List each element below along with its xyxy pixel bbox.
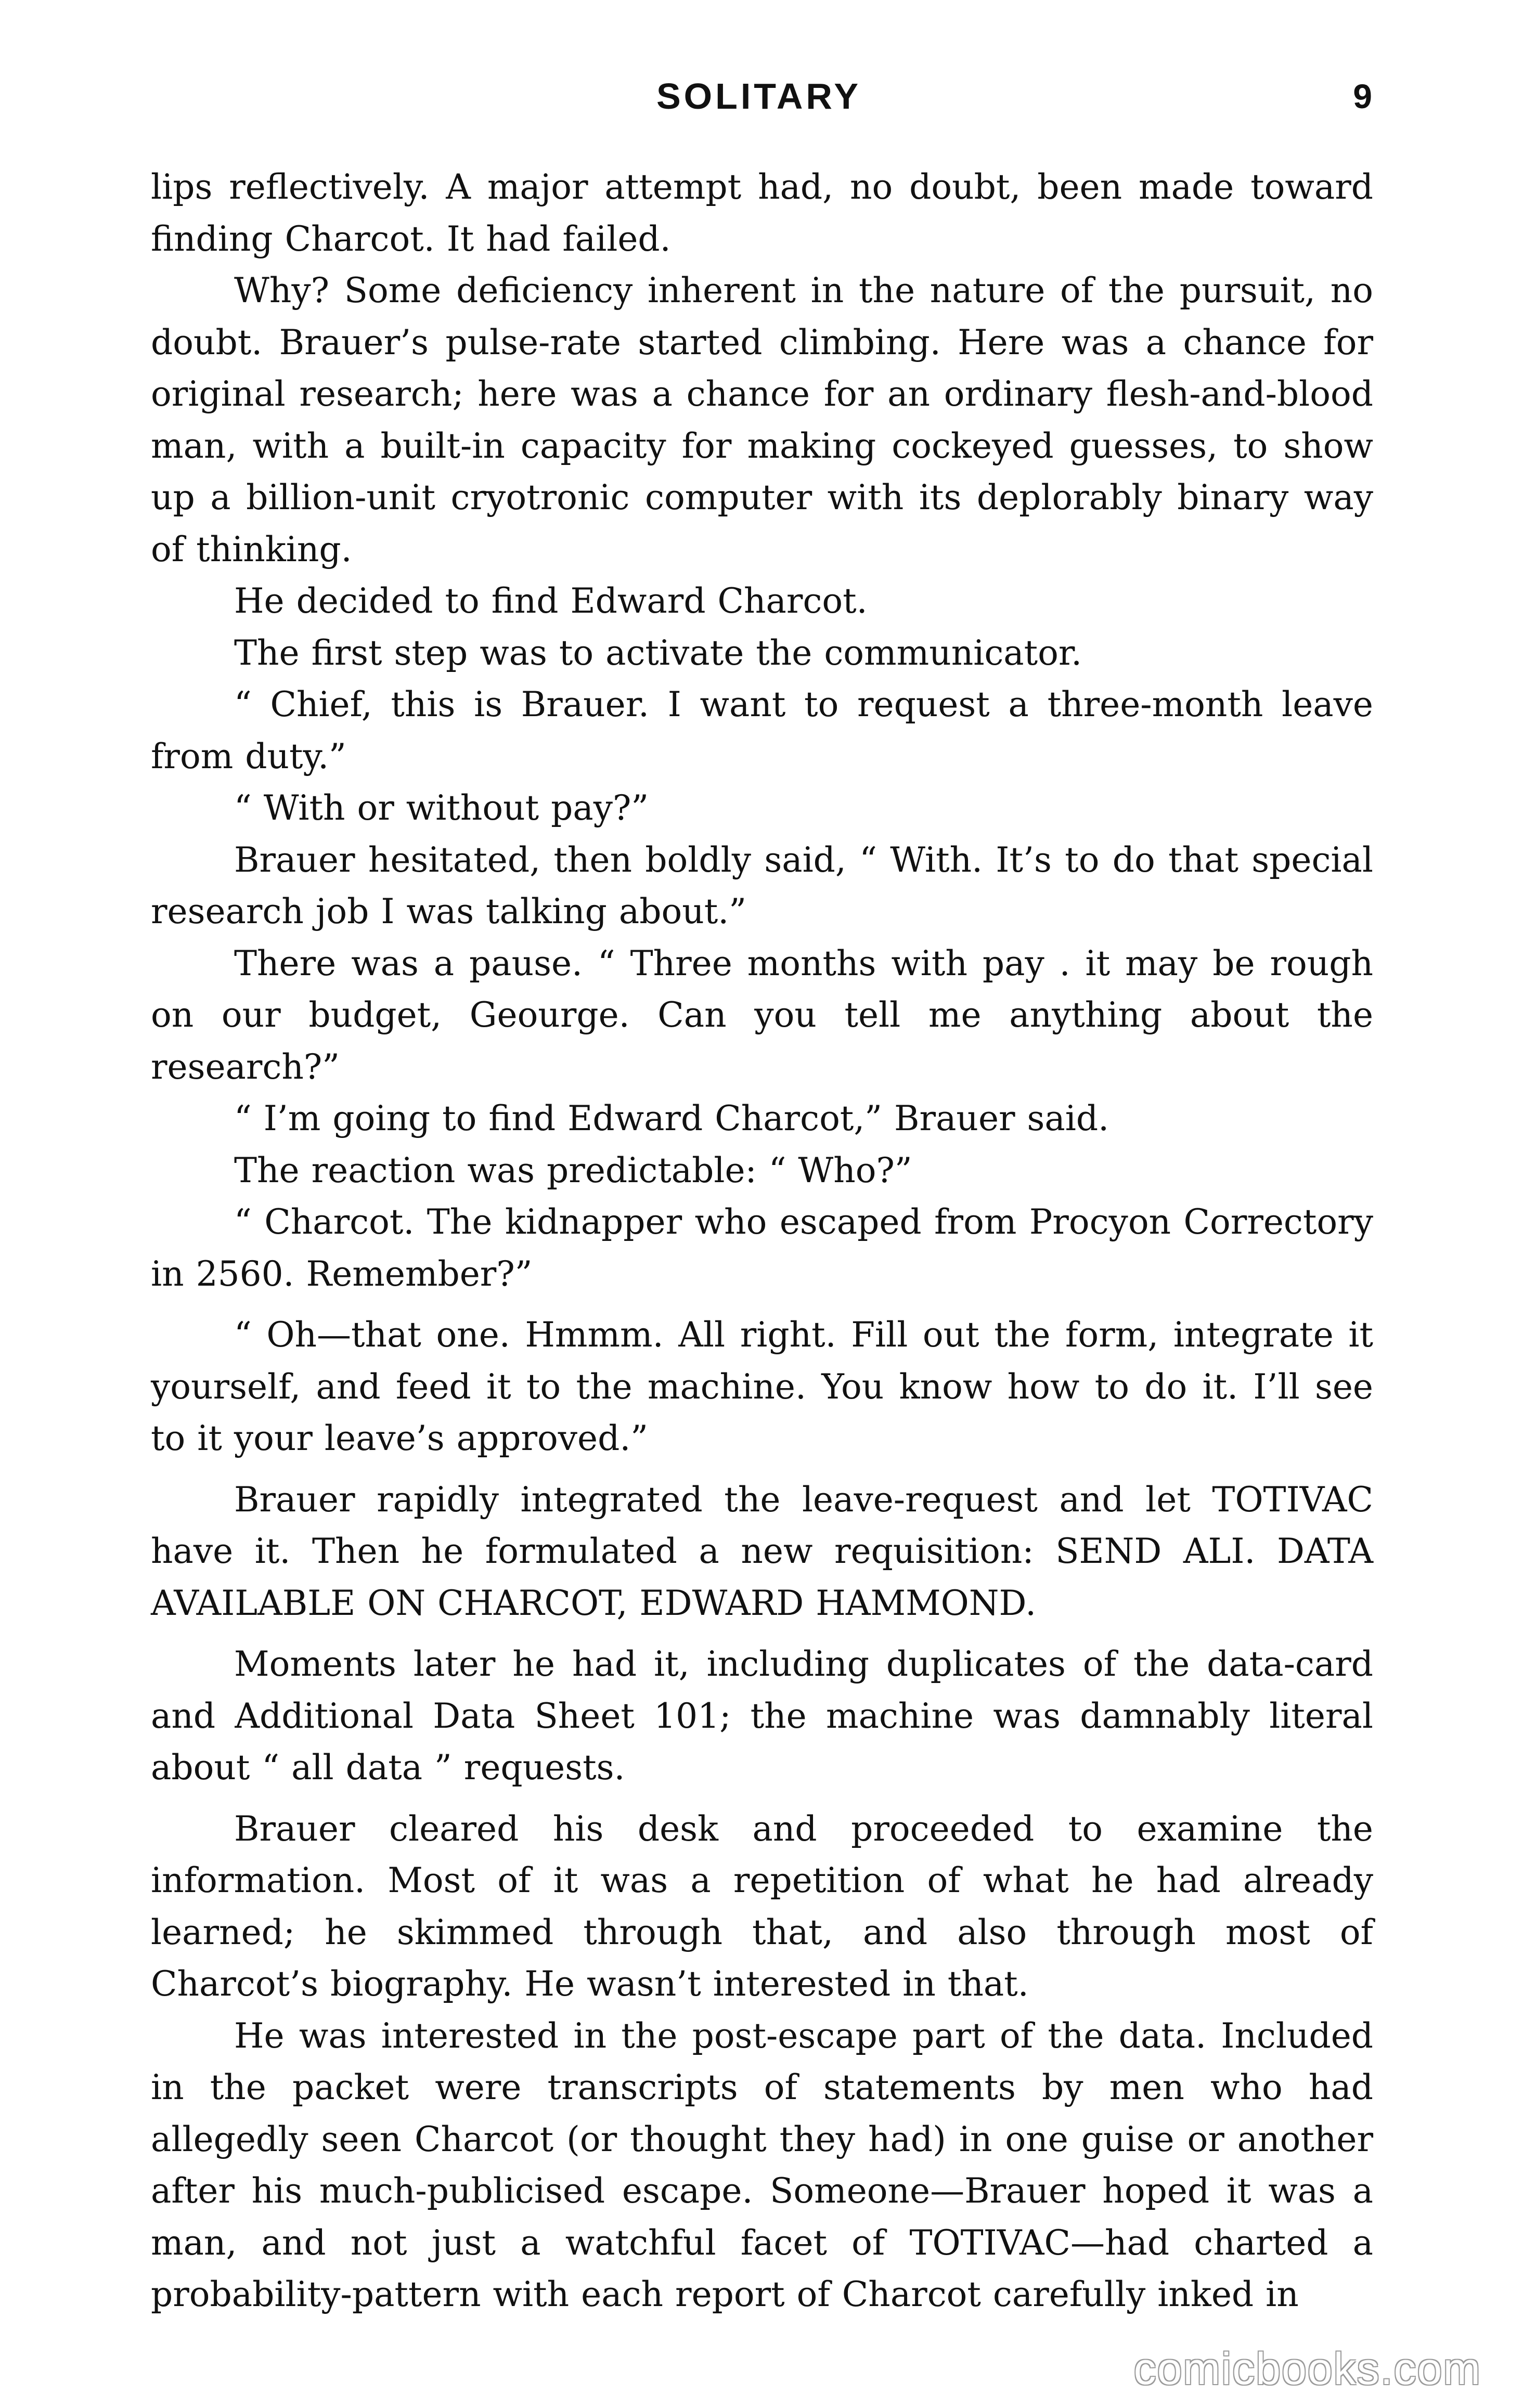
paragraph-6: “ With or without pay?”	[234, 788, 649, 828]
body-text	[151, 161, 1373, 2321]
paragraph-1: lips reflectively. A major attempt had, no doubt, been made toward finding Charcot. It had failed.	[151, 167, 1373, 259]
paragraph-14: Moments later he had it, including duplicates of the data-card and Additional Data Sheet 101; the machine was damnably literal about “ all data ” requests.	[151, 1644, 1373, 1788]
paragraph-7: Brauer hesitated, then boldly said, “ With. It’s to do that special research job I was talking about.”	[151, 839, 1373, 931]
paragraph-15: Brauer cleared his desk and proceeded to examine the information. Most of it was a repetition of what he had already learned; he skimmed through that, and also through most of Charcot’s biography. He wasn’t interested in that.	[151, 1808, 1373, 2004]
watermark-logo: comicbooks.com	[1133, 2344, 1481, 2394]
page-header	[146, 68, 1372, 125]
paragraph-12: “ Oh—that one. Hmmm. All right. Fill out the form, integrate it yourself, and feed it to the machine. You know how to do it. I’ll see to it your leave’s approved.”	[151, 1315, 1373, 1458]
paragraph-4: The first step was to activate the communicator.	[234, 632, 1082, 673]
running-head-title: SOLITARY	[656, 76, 862, 116]
paragraph-2: Why? Some deficiency inherent in the nature of the pursuit, no doubt. Brauer’s pulse-rate started climbing. Here was a chance for original research; here was a chance for an ordinary flesh-and-blood man, with a built-in capacity for making cockeyed guesses, to show up a billion-unit cryotronic computer with its deplorably binary way of thinking.	[151, 270, 1373, 569]
paragraph-8: There was a pause. “ Three months with pay . it may be rough on our budget, Geourge. Can you tell me anything about the research?”	[151, 943, 1373, 1087]
page-number: 9	[1353, 77, 1372, 115]
paragraph-5: “ Chief, this is Brauer. I want to request a three-month leave from duty.”	[151, 684, 1373, 776]
paragraph-9: “ I’m going to find Edward Charcot,” Brauer said.	[234, 1098, 1109, 1138]
paragraph-3: He decided to find Edward Charcot.	[234, 581, 868, 621]
paragraph-10: The reaction was predictable: “ Who?”	[234, 1150, 912, 1190]
paragraph-11: “ Charcot. The kidnapper who escaped from Procyon Correctory in 2560. Remember?”	[151, 1202, 1373, 1294]
paragraph-16: He was interested in the post-escape part of the data. Included in the packet were transcripts of statements by men who had allegedly seen Charcot (or thought they had) in one guise or another after his much-publicised escape. Someone—Brauer hoped it was a man, and not just a watchful facet of TOTIVAC—had charted a probability-pattern with each report of Charcot carefully inked in	[151, 2015, 1373, 2314]
paragraph-13: Brauer rapidly integrated the leave-request and let TOTIVAC have it. Then he formulated a new requisition: SEND ALI. DATA AVAILABLE ON CHARCOT, EDWARD HAMMOND.	[151, 1479, 1373, 1623]
